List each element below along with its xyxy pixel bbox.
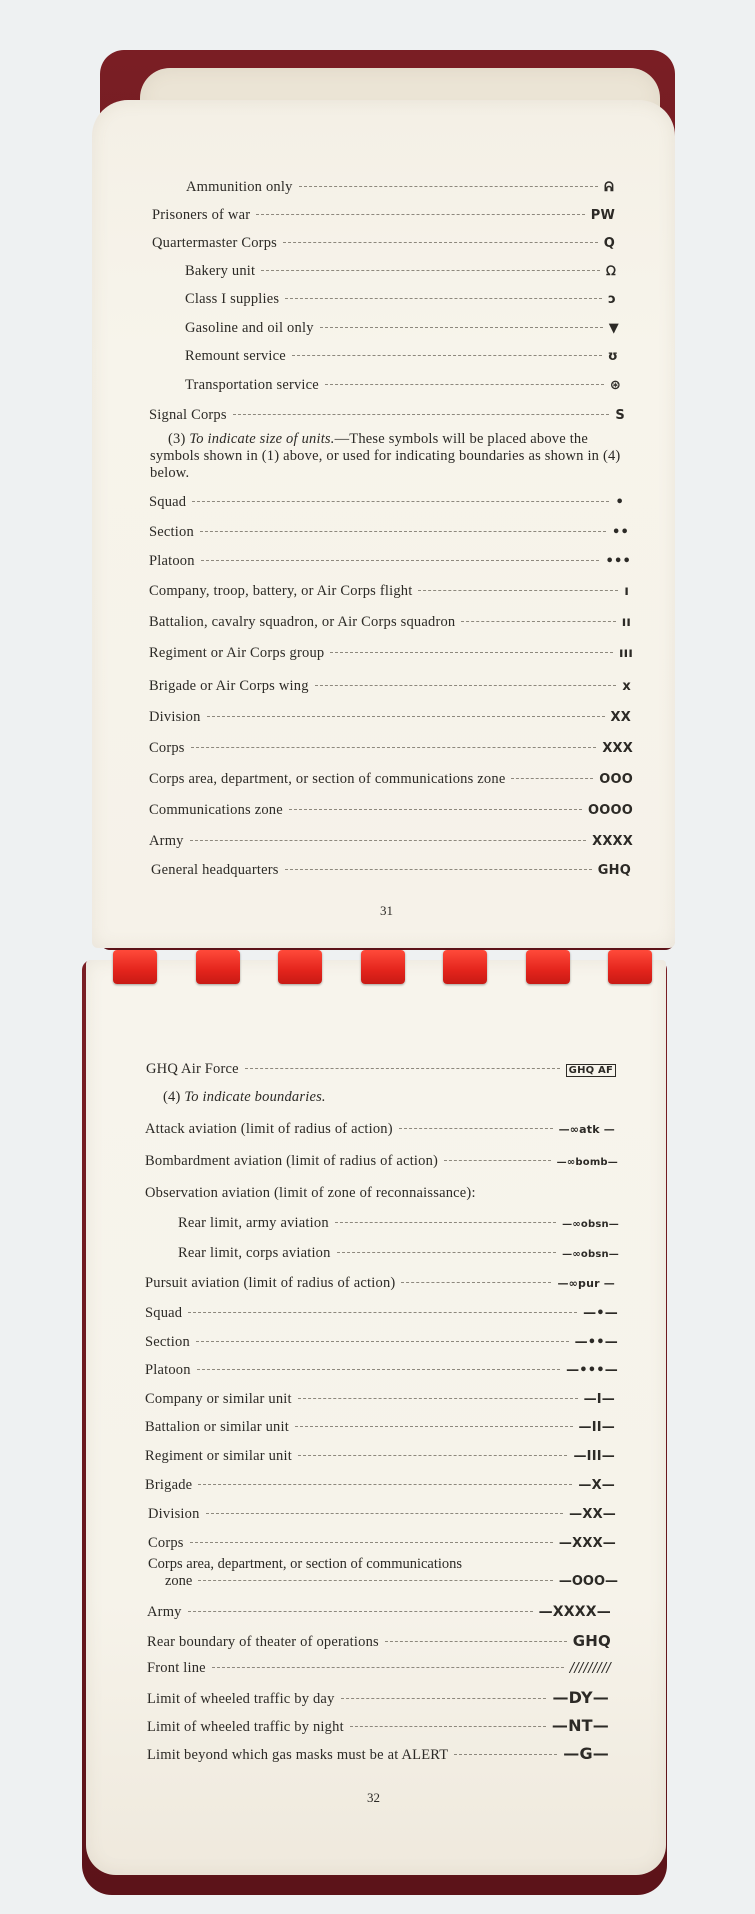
entry-symbol: —II— <box>578 1420 615 1435</box>
spiral-binding <box>95 948 675 976</box>
binding-ring <box>526 950 570 984</box>
boundary-entry <box>147 1716 609 1736</box>
entry-label: Army <box>147 1604 182 1620</box>
page-number: 32 <box>367 1790 380 1805</box>
entry-symbol: ʊ <box>607 349 618 364</box>
entry-symbol: OOOO <box>587 803 633 818</box>
entry-label: Section <box>149 524 194 540</box>
size-entry <box>149 553 631 570</box>
size-entry <box>149 645 633 662</box>
entry-label: Brigade or Air Corps wing <box>149 678 309 694</box>
unit-boundary-entry <box>145 1305 618 1322</box>
boundary-entry <box>147 1632 611 1651</box>
entry-label: Corps <box>149 740 185 756</box>
entry-symbol: —•— <box>583 1306 618 1321</box>
entry-symbol: —∞obsn— <box>562 1249 619 1260</box>
entry-label: Transportation service <box>185 377 319 393</box>
entry-symbol: PW <box>590 208 615 223</box>
entry-symbol: —••— <box>574 1335 618 1350</box>
entry-label: Bombardment aviation (limit of radius of action) <box>145 1153 439 1169</box>
entry-label: Company, troop, battery, or Air Corps flight <box>149 583 413 599</box>
entry-label: Quartermaster Corps <box>152 235 277 251</box>
entry-symbol: ///////// <box>569 1661 611 1676</box>
unit-boundary-entry <box>145 1477 615 1494</box>
binding-ring <box>443 950 487 984</box>
unit-boundary-entry <box>145 1448 615 1465</box>
entry-symbol: —∞obsn— <box>562 1219 619 1230</box>
entry-label: Division <box>148 1506 200 1522</box>
entry-symbol: S <box>615 408 625 423</box>
binding-ring <box>361 950 405 984</box>
observation-heading: Observation aviation (limit of zone of reconnaissance): <box>145 1185 476 1201</box>
paragraph-heading: To indicate boundaries. <box>184 1089 326 1105</box>
entry-symbol: ••• <box>605 554 631 569</box>
size-entry <box>149 833 633 850</box>
entry-symbol: ɔ <box>608 292 616 307</box>
symbol-entry <box>185 348 618 365</box>
entry-label: Signal Corps <box>149 407 227 423</box>
entry-label: Limit of wheeled traffic by night <box>147 1719 344 1735</box>
entry-label: Communications zone <box>149 802 283 818</box>
symbol-entry <box>185 320 619 337</box>
entry-symbol: —X— <box>578 1478 615 1493</box>
entry-symbol: ıı <box>621 615 631 630</box>
binding-ring <box>196 950 240 984</box>
entry-label: Company or similar unit <box>145 1391 292 1407</box>
binding-ring <box>113 950 157 984</box>
symbol-entry <box>149 407 625 424</box>
entry-label: Corps <box>148 1535 184 1551</box>
entry-label: Class I supplies <box>185 291 280 307</box>
entry-label: General headquarters <box>151 862 279 878</box>
entry-symbol: ⊛ <box>609 378 621 393</box>
entry-label: Platoon <box>145 1362 191 1378</box>
entry-label: Corps area, department, or section of communications zone <box>149 771 506 787</box>
unit-boundary-entry <box>145 1391 615 1408</box>
entry-symbol: —XXXX— <box>538 1604 611 1620</box>
entry-symbol: XX <box>610 710 631 725</box>
unit-boundary-entry <box>145 1362 618 1379</box>
entry-symbol: XXX <box>602 741 633 756</box>
boundary-entry <box>147 1604 611 1621</box>
entry-label: Gasoline and oil only <box>185 320 314 336</box>
size-entry <box>149 583 629 600</box>
entry-symbol: —XXX— <box>558 1536 616 1551</box>
entry-symbol: ııı <box>619 646 633 661</box>
entry-symbol: OOO <box>599 772 633 787</box>
entry-symbol: ᘯ <box>605 264 616 279</box>
symbol-entry <box>185 377 621 394</box>
entry-symbol: —∞bomb— <box>556 1157 618 1168</box>
size-entry <box>149 614 631 631</box>
entry-symbol: —XX— <box>569 1507 616 1522</box>
entry-label: Rear limit, army aviation <box>178 1215 329 1231</box>
entry-symbol: • <box>615 495 624 510</box>
symbol-entry <box>186 179 614 196</box>
unit-boundary-entry <box>145 1419 615 1436</box>
entry-label: Bakery unit <box>185 263 256 279</box>
entry-label: Platoon <box>149 553 195 569</box>
entry-symbol: ᕱ <box>604 180 614 195</box>
entry-label: Squad <box>149 494 187 510</box>
entry-symbol: Q <box>603 236 615 251</box>
entry-symbol: GHQ <box>597 863 631 878</box>
boundary-entry <box>147 1744 609 1764</box>
unit-boundary-entry <box>148 1535 616 1552</box>
unit-boundary-entry <box>145 1334 618 1351</box>
unit-boundary-entry <box>148 1506 616 1523</box>
entry-symbol: GHQ AF <box>566 1064 616 1077</box>
entry-label: Rear limit, corps aviation <box>178 1245 331 1261</box>
entry-label: Division <box>149 709 201 725</box>
entry-label: Ammunition only <box>186 179 293 195</box>
binding-ring <box>278 950 322 984</box>
entry-label: Remount service <box>185 348 286 364</box>
symbol-entry <box>152 235 615 252</box>
size-entry <box>149 740 633 757</box>
entry-symbol: ı <box>624 584 629 599</box>
entry-label: Brigade <box>145 1477 193 1493</box>
entry-label: Limit of wheeled traffic by day <box>147 1691 335 1707</box>
entry-symbol: ▼ <box>608 321 619 336</box>
page-number: 31 <box>380 903 393 918</box>
paragraph-boundaries <box>163 1089 326 1106</box>
entry-symbol: —III— <box>573 1449 615 1464</box>
boundary-entry <box>178 1215 619 1232</box>
entry-label: Attack aviation (limit of radius of action) <box>145 1121 393 1137</box>
size-entry <box>149 524 629 541</box>
size-entry <box>149 802 633 819</box>
entry-label: Corps area, department, or section of communications <box>148 1556 463 1572</box>
entry-symbol: —∞pur — <box>557 1277 615 1290</box>
size-entry <box>149 678 631 695</box>
entry-label: Regiment or similar unit <box>145 1448 292 1464</box>
entry-symbol: XXXX <box>592 834 633 849</box>
boundary-entry <box>178 1245 619 1262</box>
entry-label: Pursuit aviation (limit of radius of action) <box>145 1275 396 1291</box>
entry-label: Front line <box>147 1660 206 1676</box>
symbol-entry <box>185 291 616 308</box>
entry-label: Battalion or similar unit <box>145 1419 289 1435</box>
size-entry <box>151 862 631 879</box>
entry-label: Squad <box>145 1305 183 1321</box>
paragraph-number: (4) <box>163 1089 181 1105</box>
boundary-entry <box>145 1275 615 1292</box>
paragraph-size-of-units <box>150 431 630 482</box>
corps-area-entry <box>148 1556 618 1590</box>
entry-label: Army <box>149 833 184 849</box>
boundary-entry <box>145 1153 618 1170</box>
entry-symbol: x <box>622 679 631 694</box>
entry-symbol: —NT— <box>551 1716 609 1735</box>
entry-label-continued: zone <box>165 1573 193 1589</box>
boundary-entry <box>147 1660 611 1677</box>
size-entry <box>149 709 631 726</box>
symbol-entry <box>152 207 615 224</box>
paragraph-body: —These symbols will be placed above the symbols shown in (1) above, or used for indicating boundaries as shown in (4) below. <box>150 431 621 481</box>
entry-symbol: —•••— <box>566 1363 618 1378</box>
size-entry <box>149 494 624 511</box>
entry-label: Prisoners of war <box>152 207 251 223</box>
entry-symbol: —G— <box>563 1744 609 1763</box>
entry-symbol: —OOO— <box>558 1574 618 1589</box>
size-entry <box>149 771 633 788</box>
boundary-entry <box>146 1061 616 1078</box>
entry-label: Regiment or Air Corps group <box>149 645 325 661</box>
paragraph-number: (3) <box>168 431 186 447</box>
entry-label: GHQ Air Force <box>146 1061 239 1077</box>
boundary-entry <box>147 1688 609 1708</box>
entry-symbol: —I— <box>583 1392 615 1407</box>
binding-ring <box>608 950 652 984</box>
symbol-entry <box>185 263 616 280</box>
entry-label: Rear boundary of theater of operations <box>147 1634 379 1650</box>
entry-symbol: •• <box>611 525 629 540</box>
entry-symbol: —∞atk — <box>558 1123 615 1136</box>
boundary-entry <box>145 1121 615 1138</box>
entry-symbol: GHQ <box>572 1632 611 1650</box>
entry-label: Section <box>145 1334 190 1350</box>
entry-symbol: —DY— <box>552 1688 609 1707</box>
entry-label: Battalion, cavalry squadron, or Air Corps squadron <box>149 614 456 630</box>
entry-label: Limit beyond which gas masks must be at ALERT <box>147 1747 449 1763</box>
paragraph-heading: To indicate size of units. <box>189 431 335 447</box>
